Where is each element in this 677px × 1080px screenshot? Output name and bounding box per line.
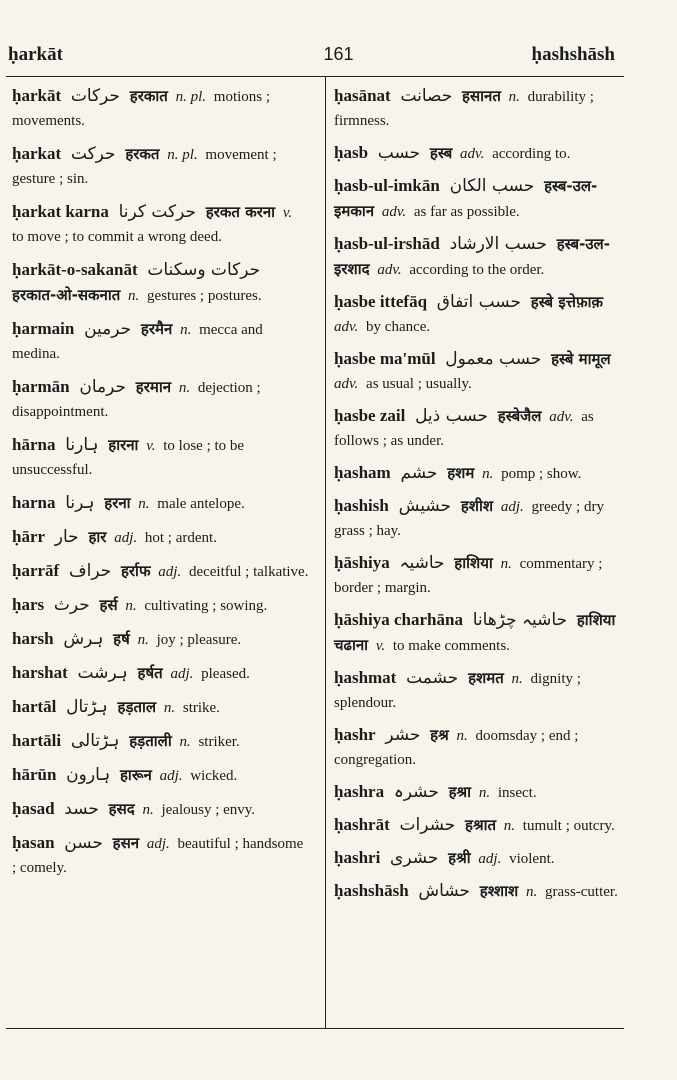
hindi-script: हश्री	[448, 849, 471, 867]
definition: as usual ; usually.	[366, 376, 472, 392]
dictionary-entry	[12, 661, 310, 686]
headword: ḥasbe ma'mūl	[334, 349, 436, 368]
headword: ḥasad	[12, 799, 55, 818]
part-of-speech: n.	[503, 818, 516, 834]
hindi-script: हश्रात	[465, 816, 497, 834]
definition: doomsday ; end ; congregation.	[334, 728, 579, 768]
dictionary-entry	[334, 608, 622, 658]
dictionary-entry	[334, 846, 622, 871]
hindi-script: हरना	[104, 494, 131, 512]
headword: hārna	[12, 435, 56, 454]
headword: ḥarmān	[12, 377, 70, 396]
headword: ḥarkat	[12, 144, 62, 163]
hindi-script: हशम	[447, 464, 475, 482]
headword: ḥāshiya	[334, 553, 390, 572]
urdu-script: حرث	[53, 595, 90, 615]
definition: durability ; firmness.	[334, 89, 594, 129]
dictionary-entry	[334, 813, 622, 838]
dictionary-entry	[334, 404, 622, 453]
part-of-speech: adv.	[549, 409, 574, 425]
dictionary-entry	[12, 797, 310, 822]
definition: tumult ; outcry.	[522, 818, 615, 834]
part-of-speech: n.	[137, 632, 149, 648]
part-of-speech: adv.	[460, 146, 485, 162]
hindi-script: हसद	[108, 800, 135, 818]
part-of-speech: adj.	[158, 564, 182, 580]
part-of-speech: n.	[142, 802, 154, 818]
definition: by chance.	[366, 319, 431, 335]
part-of-speech: n.	[125, 598, 137, 614]
definition: striker.	[198, 734, 240, 750]
urdu-script: حاشیہ	[399, 553, 445, 573]
dictionary-entry	[12, 695, 310, 720]
dictionary-entry	[12, 433, 310, 482]
headword: ḥashra	[334, 782, 385, 801]
urdu-script: ہرنا	[65, 493, 95, 513]
dictionary-entry	[334, 723, 622, 772]
definition: pleased.	[201, 666, 250, 682]
hindi-script: हश्रा	[448, 783, 472, 801]
headword: ḥarmain	[12, 319, 75, 338]
dictionary-entry	[334, 879, 622, 904]
dictionary-entry	[12, 729, 310, 754]
bottom-rule	[6, 1028, 624, 1029]
dictionary-entry	[334, 84, 622, 133]
hindi-script: हश्शाश	[479, 882, 519, 900]
right-column	[334, 84, 622, 912]
dictionary-entry	[12, 258, 310, 308]
definition: grass-cutter.	[544, 884, 618, 900]
left-column	[12, 84, 310, 889]
definition: wicked.	[190, 768, 238, 784]
headword: ḥarkāt-o-sakanāt	[12, 260, 138, 279]
urdu-script: حسب	[377, 143, 421, 163]
definition: according to the order.	[409, 262, 545, 278]
definition: insect.	[497, 785, 537, 801]
headword: hartāl	[12, 697, 57, 716]
headword: ḥarkāt	[12, 86, 62, 105]
hindi-script: हस्ब	[429, 144, 453, 162]
part-of-speech: adv.	[381, 204, 407, 220]
hindi-script: हसन	[112, 834, 140, 852]
dictionary-entry	[12, 627, 310, 652]
hindi-script: हस्बे इत्तेफ़ाक़	[530, 293, 604, 311]
urdu-script: حرکات وسکنات	[147, 260, 261, 280]
hindi-script: हसानत	[462, 87, 501, 105]
urdu-script: حرمان	[79, 377, 127, 397]
definition: to lose ; to be unsuccessful.	[12, 438, 245, 478]
part-of-speech: n.	[163, 700, 176, 716]
part-of-speech: adj.	[478, 851, 502, 867]
definition: male antelope.	[157, 496, 245, 512]
headword: ḥasham	[334, 463, 391, 482]
part-of-speech: adj.	[114, 530, 138, 546]
part-of-speech: n.	[478, 785, 491, 801]
definition: pomp ; show.	[501, 466, 582, 482]
dictionary-entry	[12, 375, 310, 424]
urdu-script: حرکت کرنا	[118, 202, 197, 222]
definition: commentary ; border ; margin.	[334, 556, 603, 596]
hindi-script: हशमत	[468, 669, 504, 687]
urdu-script: حشرات	[399, 815, 456, 835]
dictionary-entry	[334, 174, 622, 224]
urdu-script: حاشیہ چڑھانا	[472, 610, 568, 630]
page-number: 161	[323, 44, 354, 64]
hindi-script: हर्राफ	[120, 562, 151, 580]
urdu-script: حشری	[390, 848, 439, 868]
part-of-speech: adv.	[334, 319, 359, 335]
dictionary-entry	[12, 84, 310, 133]
urdu-script: ہارون	[66, 765, 111, 785]
hindi-script: हर्षत	[137, 664, 163, 682]
dictionary-entry	[334, 290, 622, 339]
part-of-speech: n.	[138, 496, 150, 512]
urdu-script: ہارنا	[65, 435, 99, 455]
part-of-speech: v.	[282, 205, 293, 221]
hindi-script: हरकात-ओ-सकनात	[12, 286, 121, 304]
definition: to make comments.	[392, 638, 510, 654]
part-of-speech: adj.	[170, 666, 194, 682]
hindi-script: हार	[88, 528, 107, 546]
urdu-script: حسد	[64, 799, 99, 819]
part-of-speech: v.	[375, 638, 386, 654]
part-of-speech: n.	[525, 884, 538, 900]
urdu-script: حسب الارشاد	[449, 234, 547, 254]
dictionary-entry	[334, 551, 622, 600]
definition: strike.	[182, 700, 220, 716]
part-of-speech: n.	[179, 734, 191, 750]
headword: ḥasbe zail	[334, 406, 406, 425]
definition: cultivating ; sowing.	[144, 598, 268, 614]
definition: according to.	[492, 146, 571, 162]
headword: ḥashshāsh	[334, 881, 409, 900]
definition: movement ; gesture ; sin.	[12, 147, 277, 187]
definition: violent.	[509, 851, 555, 867]
headword: ḥasānat	[334, 86, 391, 105]
part-of-speech: n.	[511, 671, 523, 687]
hindi-script: हरमान	[135, 378, 172, 396]
urdu-script: حشاش	[418, 881, 471, 901]
hindi-script: हाशिया	[454, 554, 493, 572]
urdu-script: ہرشت	[77, 663, 128, 683]
definition: mecca and medina.	[12, 322, 263, 362]
hindi-script: हरकात	[129, 87, 168, 105]
definition: jealousy ; envy.	[161, 802, 256, 818]
headword: harshat	[12, 663, 68, 682]
dictionary-entry	[334, 232, 622, 282]
dictionary-entry	[12, 831, 310, 880]
dictionary-entry	[12, 559, 310, 584]
urdu-script: حشم	[400, 463, 438, 483]
definition: joy ; pleasure.	[156, 632, 242, 648]
dictionary-entry	[12, 763, 310, 788]
urdu-script: حشرہ	[393, 782, 439, 802]
urdu-script: حرمین	[84, 319, 132, 339]
dictionary-entry	[12, 525, 310, 550]
part-of-speech: n.	[180, 322, 192, 338]
dictionary-entry	[12, 317, 310, 366]
definition: dejection ; disappointment.	[12, 380, 261, 420]
headword: ḥāshiya charhāna	[334, 610, 463, 629]
headword: ḥasb-ul-imkān	[334, 176, 440, 195]
headword: harna	[12, 493, 56, 512]
part-of-speech: adj.	[500, 499, 524, 515]
hindi-script: हड़ताल	[117, 698, 157, 716]
hindi-script: हरमैन	[140, 320, 173, 338]
dictionary-entry	[334, 666, 622, 715]
urdu-script: حار	[54, 527, 79, 547]
hindi-script: हस्बेजैल	[497, 407, 542, 425]
headword: ḥashish	[334, 496, 389, 515]
definition: greedy ; dry grass ; hay.	[334, 499, 604, 539]
headword: hartāli	[12, 731, 62, 750]
part-of-speech: n.	[500, 556, 512, 572]
headword: ḥasb-ul-irshād	[334, 234, 440, 253]
definition: to move ; to commit a wrong deed.	[12, 229, 222, 245]
hindi-script: हारून	[119, 766, 152, 784]
hindi-script: हस्ब-उल-इरशाद	[334, 235, 610, 278]
urdu-script: ہڑتال	[66, 697, 108, 717]
definition: motions ; movements.	[12, 89, 271, 129]
headword: ḥarrāf	[12, 561, 60, 580]
top-rule	[6, 76, 624, 77]
definition: dignity ; splendour.	[334, 671, 581, 711]
urdu-script: حشر	[385, 725, 421, 745]
part-of-speech: n.	[128, 288, 140, 304]
dictionary-entry	[334, 347, 622, 396]
urdu-script: حشمت	[406, 668, 459, 688]
headword: ḥashr	[334, 725, 376, 744]
headword: hārūn	[12, 765, 57, 784]
part-of-speech: n.	[178, 380, 191, 396]
part-of-speech: adj.	[146, 836, 170, 852]
hindi-script: हर्स	[99, 596, 118, 614]
headword: ḥarkat karna	[12, 202, 109, 221]
dictionary-entry	[334, 780, 622, 805]
headword: ḥasbe ittefāq	[334, 292, 428, 311]
urdu-script: حسب معمول	[445, 349, 542, 369]
definition: as far as possible.	[413, 204, 520, 220]
part-of-speech: adv.	[377, 262, 402, 278]
hindi-script: हाशिया चढाना	[334, 611, 616, 654]
dictionary-entry	[12, 142, 310, 191]
part-of-speech: v.	[146, 438, 156, 454]
part-of-speech: adv.	[334, 376, 359, 392]
urdu-script: حسب ذیل	[415, 406, 489, 426]
dictionary-entry	[334, 141, 622, 166]
headword: ḥars	[12, 595, 45, 614]
headword: ḥashri	[334, 848, 381, 867]
urdu-script: حصانت	[400, 86, 453, 106]
definition: beautiful ; handsome ; comely.	[12, 836, 304, 876]
definition: hot ; ardent.	[144, 530, 217, 546]
urdu-script: حرکت	[70, 144, 116, 164]
dictionary-entry	[12, 491, 310, 516]
headword: ḥashmat	[334, 668, 397, 687]
hindi-script: हशीश	[460, 497, 494, 515]
left-guide-word: ḥarkāt	[8, 44, 63, 65]
dictionary-entry	[12, 200, 310, 249]
hindi-script: हरकत	[125, 145, 160, 163]
urdu-script: حرکات	[70, 86, 121, 106]
part-of-speech: n. pl.	[167, 147, 198, 163]
definition: as follows ; as under.	[334, 409, 594, 449]
column-divider	[325, 77, 326, 1029]
headword: ḥārr	[12, 527, 46, 546]
hindi-script: हरकत करना	[205, 203, 276, 221]
urdu-script: حسن	[64, 833, 103, 853]
part-of-speech: adj.	[159, 768, 183, 784]
headword: ḥasb	[334, 143, 369, 162]
headword: harsh	[12, 629, 54, 648]
hindi-script: हड़ताली	[129, 732, 172, 750]
hindi-script: हश्र	[430, 726, 449, 744]
right-guide-word: ḥashshāsh	[531, 44, 615, 65]
hindi-script: हर्ष	[113, 630, 130, 648]
urdu-script: حسب اتفاق	[436, 292, 521, 312]
urdu-script: ہرش	[63, 629, 104, 649]
part-of-speech: n. pl.	[175, 89, 207, 105]
part-of-speech: n.	[456, 728, 468, 744]
dictionary-entry	[12, 593, 310, 618]
definition: gestures ; postures.	[147, 288, 262, 304]
headword: ḥasan	[12, 833, 55, 852]
urdu-script: حراف	[68, 561, 112, 581]
part-of-speech: n.	[508, 89, 520, 105]
hindi-script: हस्बे मामूल	[551, 350, 611, 368]
hindi-script: हारना	[108, 436, 139, 454]
urdu-script: حسب الکان	[449, 176, 535, 196]
urdu-script: حشیش	[398, 496, 452, 516]
dictionary-entry	[334, 461, 622, 486]
part-of-speech: n.	[482, 466, 494, 482]
hindi-script: हस्ब-उल-इमकान	[334, 177, 598, 220]
dictionary-entry	[334, 494, 622, 543]
headword: ḥashrāt	[334, 815, 390, 834]
urdu-script: ہڑتالی	[70, 731, 120, 751]
definition: deceitful ; talkative.	[188, 564, 309, 580]
